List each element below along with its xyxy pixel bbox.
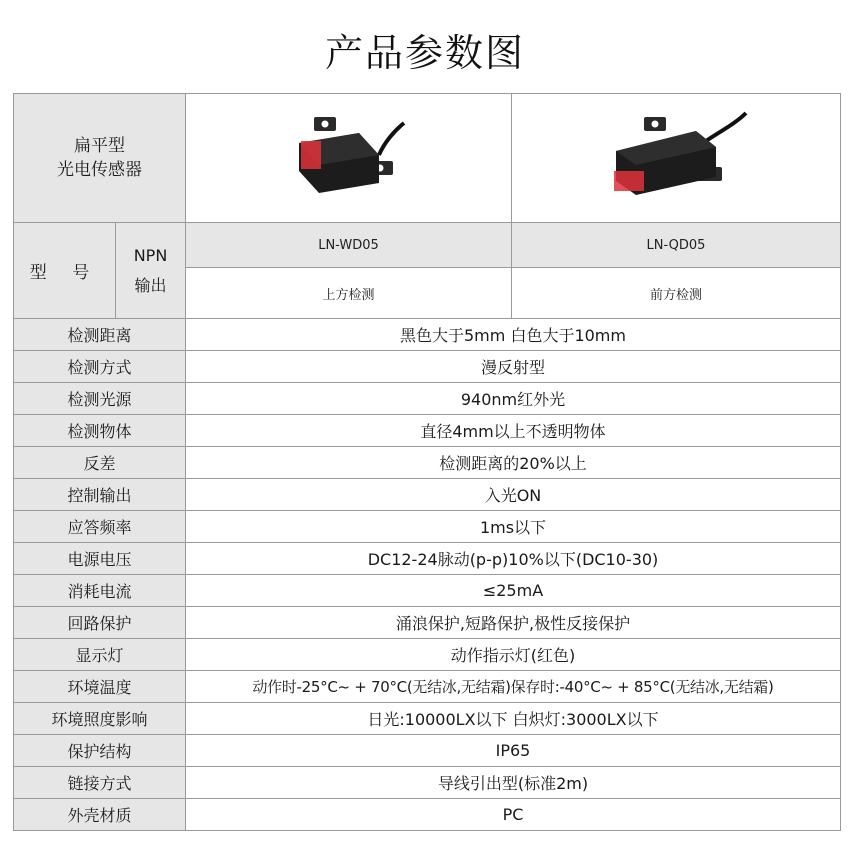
spec-value: ≤25mA xyxy=(186,575,841,607)
product-image-cell-2 xyxy=(512,94,841,223)
spec-label: 显示灯 xyxy=(14,639,186,671)
header-image-row xyxy=(14,94,841,223)
spec-label: 检测距离 xyxy=(14,319,186,351)
mode-cell-2: 前方检测 xyxy=(512,268,841,319)
spec-row xyxy=(14,671,841,703)
flat-sensor-top-detect-icon xyxy=(279,103,419,213)
spec-row xyxy=(14,543,841,575)
spec-label: 检测光源 xyxy=(14,383,186,415)
spec-value: 动作指示灯(红色) xyxy=(186,639,841,671)
spec-row xyxy=(14,575,841,607)
spec-row xyxy=(14,767,841,799)
mode-cell-1: 上方检测 xyxy=(186,268,512,319)
emitter-window xyxy=(614,171,644,191)
spec-table xyxy=(13,93,841,831)
spec-value: 940nm红外光 xyxy=(186,383,841,415)
spec-row xyxy=(14,799,841,831)
type-label: 型 号 xyxy=(14,223,116,319)
model-cell-1: LN-WD05 xyxy=(186,223,512,268)
spec-row xyxy=(14,351,841,383)
model-cell-2: LN-QD05 xyxy=(512,223,841,268)
spec-label: 回路保护 xyxy=(14,607,186,639)
spec-value: 动作时-25°C~ + 70°C(无结冰,无结霜)保存时:-40°C~ + 85°C(无结冰,无结霜) xyxy=(186,671,841,703)
spec-label: 保护结构 xyxy=(14,735,186,767)
spec-label: 反差 xyxy=(14,447,186,479)
output-text: NPN 输出 xyxy=(133,245,168,295)
spec-value: 涌浪保护,短路保护,极性反接保护 xyxy=(186,607,841,639)
spec-value: 漫反射型 xyxy=(186,351,841,383)
spec-row xyxy=(14,703,841,735)
spec-label: 电源电压 xyxy=(14,543,186,575)
spec-row xyxy=(14,607,841,639)
flat-sensor-front-detect-icon xyxy=(596,103,756,213)
emitter-window xyxy=(301,141,321,169)
page-title: 产品参数图 xyxy=(324,31,525,75)
spec-row xyxy=(14,383,841,415)
spec-value: 日光:10000LX以下 白炽灯:3000LX以下 xyxy=(186,703,841,735)
spec-value: PC xyxy=(186,799,841,831)
spec-label: 链接方式 xyxy=(14,767,186,799)
product-image-cell-1 xyxy=(186,94,512,223)
spec-row xyxy=(14,447,841,479)
output-label xyxy=(116,223,186,319)
spec-value: 导线引出型(标准2m) xyxy=(186,767,841,799)
spec-value: 直径4mm以上不透明物体 xyxy=(186,415,841,447)
spec-value: 1ms以下 xyxy=(186,511,841,543)
spec-label: 环境照度影响 xyxy=(14,703,186,735)
spec-value: 黑色大于5mm 白色大于10mm xyxy=(186,319,841,351)
spec-label: 消耗电流 xyxy=(14,575,186,607)
spec-row xyxy=(14,735,841,767)
spec-label: 外壳材质 xyxy=(14,799,186,831)
model-row xyxy=(14,223,841,268)
spec-label: 检测物体 xyxy=(14,415,186,447)
spec-label: 控制输出 xyxy=(14,479,186,511)
spec-label: 检测方式 xyxy=(14,351,186,383)
spec-value: 入光ON xyxy=(186,479,841,511)
spec-row xyxy=(14,511,841,543)
spec-row xyxy=(14,639,841,671)
spec-value: IP65 xyxy=(186,735,841,767)
spec-label: 应答频率 xyxy=(14,511,186,543)
spec-value: 检测距离的20%以上 xyxy=(186,447,841,479)
category-label xyxy=(14,94,186,223)
category-text: 扁平型 光电传感器 xyxy=(57,136,142,180)
spec-row xyxy=(14,415,841,447)
spec-row xyxy=(14,319,841,351)
spec-value: DC12-24脉动(p-p)10%以下(DC10-30) xyxy=(186,543,841,575)
spec-label: 环境温度 xyxy=(14,671,186,703)
spec-row xyxy=(14,479,841,511)
